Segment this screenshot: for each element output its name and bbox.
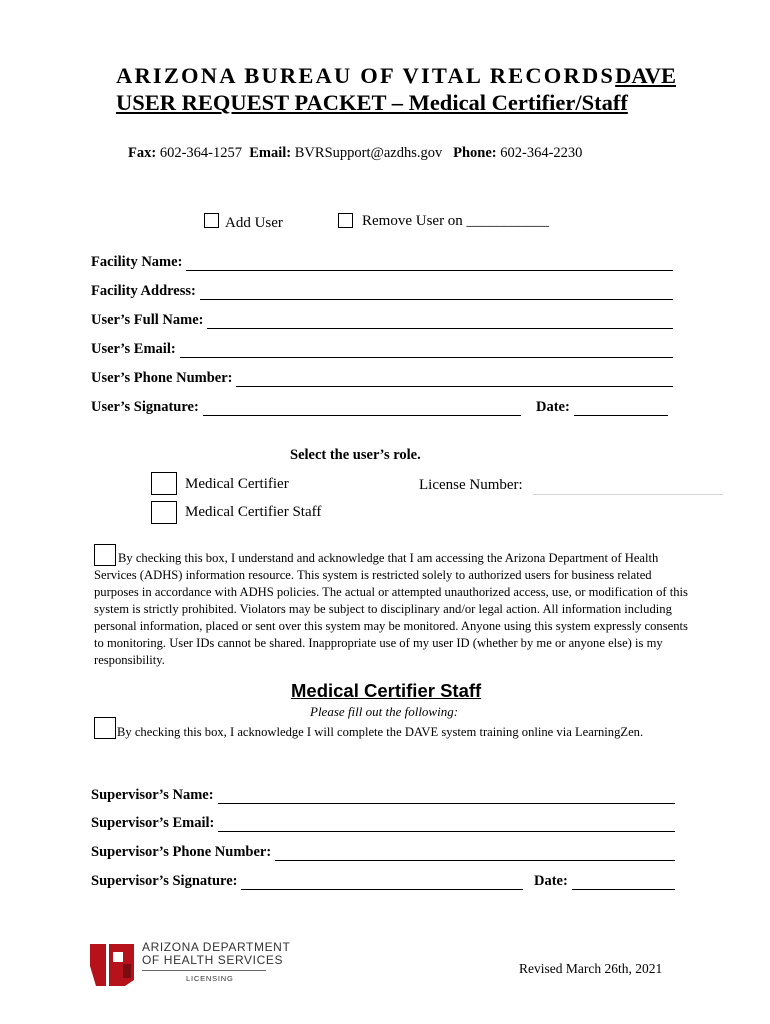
revised-date: Revised March 26th, 2021 [519,961,663,976]
remove-user-label: Remove User on ___________ [362,213,550,229]
user-email-label: User’s Email: [91,341,176,357]
facility-name-input[interactable] [186,256,673,271]
supervisor-signature-row [91,873,523,890]
user-email-input[interactable] [180,343,673,358]
user-signature-input[interactable] [203,401,521,416]
add-user-label: Add User [225,215,283,231]
user-phone-input[interactable] [236,372,673,387]
role-heading: Select the user’s role. [290,447,421,463]
title-part1: ARIZONA BUREAU OF VITAL RECORDS [116,63,616,88]
supervisor-name-label: Supervisor’s Name: [91,787,214,803]
supervisor-phone-input[interactable] [275,846,675,861]
medical-certifier-label: Medical Certifier [185,476,289,492]
facility-name-row [91,254,673,271]
supervisor-signature-label: Supervisor’s Signature: [91,873,238,889]
logo-divider [142,970,266,971]
acknowledgement-text: By checking this box, I understand and acknowledge that I am accessing the Arizona Department of Health Services (ADHS) information resource. This system is restricted solely to authorized users for business related purposes in accordance with ADHS policies. The actual or attempted unauthorized access, use, or modification of this system is strictly prohibited. Violators may be subject to disciplinary and/or legal action. All information including personal information, placed or sent over this system may be monitored. Anyone using this system expressly consents to monitoring. User IDs cannot be shared. Inappropriate use of my user ID (whether by me or anyone else) is my responsibility. [94,551,688,667]
user-phone-row [91,370,673,387]
contact-line [128,145,582,162]
logo-line-3: LICENSING [186,974,234,983]
user-email-row [91,341,673,358]
supervisor-name-input[interactable] [218,789,675,804]
fax-value: 602-364-1257 [159,145,242,161]
supervisor-date-label: Date: [534,873,568,889]
user-date-row [536,399,668,416]
full-name-label: User’s Full Name: [91,312,204,328]
facility-address-label: Facility Address: [91,283,196,299]
supervisor-phone-label: Supervisor’s Phone Number: [91,844,272,860]
adhs-emblem-icon [90,942,134,986]
full-name-input[interactable] [207,314,673,329]
full-name-row [91,312,673,329]
staff-section-subtitle: Please fill out the following: [310,704,459,719]
email-value: BVRSupport@azdhs.gov [294,145,443,161]
user-phone-label: User’s Phone Number: [91,370,233,386]
facility-address-row [91,283,673,300]
facility-address-input[interactable] [200,285,673,300]
user-signature-row [91,399,521,416]
user-date-label: Date: [536,399,570,415]
fax-label: Fax: [128,145,157,161]
supervisor-signature-input[interactable] [241,875,523,890]
training-text: By checking this box, I acknowledge I will complete the DAVE system training online via LearningZen. [117,725,644,739]
staff-section-title: Medical Certifier Staff [291,680,482,701]
user-signature-label: User’s Signature: [91,399,199,415]
email-label: Email: [249,145,292,161]
supervisor-name-row [91,787,675,804]
title-line-2: USER REQUEST PACKET – Medical Certifier/Staff [116,90,628,115]
supervisor-date-input[interactable] [572,875,675,890]
medical-certifier-checkbox[interactable] [151,472,177,495]
license-number-label: License Number: [419,477,523,493]
adhs-logo [90,940,291,986]
license-number-input[interactable] [533,494,723,495]
medical-certifier-staff-checkbox[interactable] [151,501,177,524]
phone-label: Phone: [453,145,497,161]
remove-user-checkbox[interactable] [338,213,353,228]
phone-value: 602-364-2230 [500,145,583,161]
add-user-checkbox[interactable] [204,213,219,228]
supervisor-date-row [534,873,675,890]
supervisor-email-label: Supervisor’s Email: [91,815,215,831]
supervisor-phone-row [91,844,675,861]
logo-line-1: ARIZONA DEPARTMENT [142,940,291,954]
medical-certifier-staff-label: Medical Certifier Staff [185,504,322,520]
supervisor-email-input[interactable] [218,817,675,832]
document-title [116,62,676,116]
title-dave: DAVE [615,63,676,88]
facility-name-label: Facility Name: [91,254,183,270]
supervisor-email-row [91,815,675,832]
logo-line-2: OF HEALTH SERVICES [142,953,284,967]
title-line-1 [116,62,676,89]
user-date-input[interactable] [574,401,668,416]
